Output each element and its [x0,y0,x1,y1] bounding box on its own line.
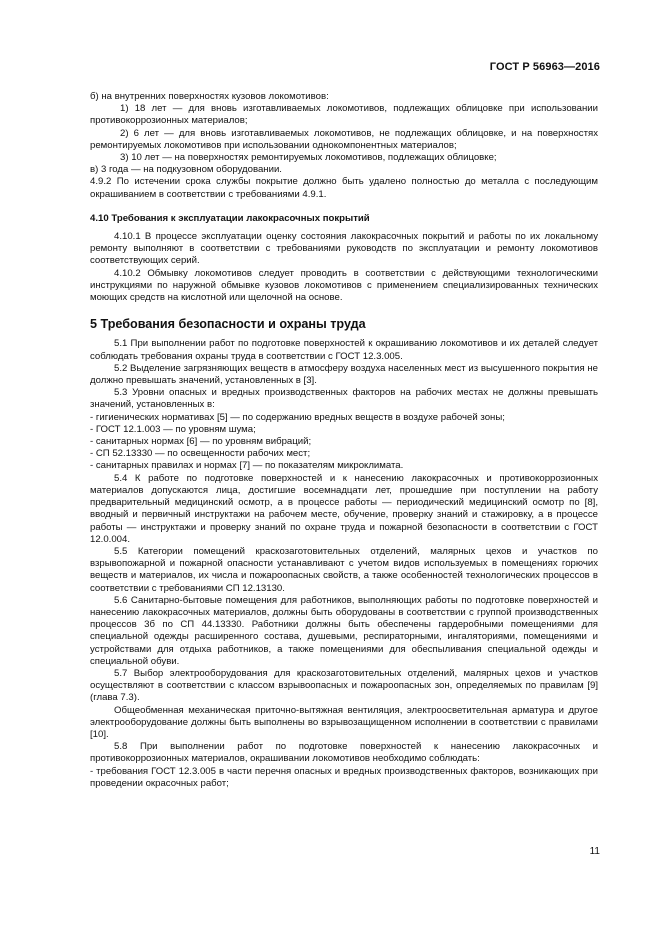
paragraph-4-10-2: 4.10.2 Обмывку локомотивов следует проводить в соответствии с действующими технологическими инструкциями по наружной обмывке кузовов локомотивов с применением специализированных технических моющих средств на кислотной или щелочной на основе. [90,267,598,304]
document-id-header: ГОСТ Р 56963—2016 [489,61,600,73]
page-number: 11 [589,846,600,857]
paragraph-b-1: 1) 18 лет — для вновь изготавливаемых локомотивов, подлежащих облицовке при использовании противокоррозионных материалов; [90,103,598,127]
list-item: - санитарных правилах и нормах [7] — по показателям микроклимата. [90,460,404,472]
section-4-10-title: 4.10 Требования к эксплуатации лакокрасочных покрытий [90,212,370,224]
paragraph-5-6: 5.6 Санитарно-бытовые помещения для работников, выполняющих работы по подготовке поверхностей и нанесению лакокрасочных материалов, должны быть оборудованы в соответствии с группой производственных процессов 3б по СП 44.13330. Работники должны быть обеспечены гардеробными помещениями для специальной одежды расширенного состава, душевыми, респираторными, ингаляториями, помещениями и устройствами для отдыха работников, а также помещениями для обеспыливания специальной одежды и специальной обуви. [90,594,598,667]
paragraph-5-4: 5.4 К работе по подготовке поверхностей и к нанесению лакокрасочных и противокоррозионных материалов допускаются лица, достигшие восемнадцати лет, прошедшие при поступлении на работу предварительный медицинский осмотр, а в процессе работы — периодический медицинский осмотр по [8], вводный и первичный инструктажи на рабочем месте, обучение, проверку знаний и стажировку, а в процессе работы — инструктажи и проверку знаний по охране труда и пожарной безопасности в соответствии с ГОСТ 12.0.004. [90,472,598,545]
paragraph-v: в) 3 года — на подкузовном оборудовании. [90,164,282,176]
list-item: - санитарных нормах [6] — по уровням вибраций; [90,436,312,448]
paragraph-4-9-2: 4.9.2 По истечении срока службы покрытие должно быть удалено полностью до металла с последующим окрашиванием в соответствии с требованиями 4.9.1. [90,176,598,200]
paragraph-4-10-1: 4.10.1 В процессе эксплуатации оценку состояния лакокрасочных покрытий и работы по их локальному ремонту выполняют в соответствии с требованиями руководств по эксплуатации и ремонту локомотивов соответствующих серий. [90,231,598,267]
paragraph-b-3: 3) 10 лет — на поверхностях ремонтируемых локомотивов, подлежащих облицовке; [120,152,497,164]
list-item: - СП 52.13330 — по освещенности рабочих мест; [90,448,311,460]
paragraph-5-1: 5.1 При выполнении работ по подготовке поверхностей к окрашиванию локомотивов и их деталей следует соблюдать требования охраны труда в соответствии с ГОСТ 12.3.005. [90,338,598,362]
paragraph-5-5: 5.5 Категории помещений краскозаготовительных отделений, малярных цехов и участков по взрывопожарной и пожарной опасности устанавливают с учетом видов используемых в помещениях горючих веществ и материалов, их числа и пожароопасных свойств, а также особенностей технологических процессов в соответствии с требованиями СП 12.13130. [90,545,598,594]
section-5-title: 5 Требования безопасности и охраны труда [90,317,366,332]
paragraph-5-2: 5.2 Выделение загрязняющих веществ в атмосферу воздуха населенных мест из высушенного покрытия не должно превышать значений, установленных в [3]. [90,362,598,387]
paragraph-5-7-ventilation: Общеобменная механическая приточно-вытяжная вентиляция, электроосветительная арматура и другое электрооборудование должны быть выполнены во взрывозащищенном исполнении в соответствии с правилами [10]. [90,704,598,740]
paragraph-5-8: 5.8 При выполнении работ по подготовке поверхностей к нанесению лакокрасочных и противокоррозионных материалов, окрашивании локомотивов необходимо соблюдать: [90,741,598,765]
paragraph-5-3: 5.3 Уровни опасных и вредных производственных факторов на рабочих местах не должны превышать значений, установленных в: [90,387,598,411]
paragraph-b: б) на внутренних поверхностях кузовов локомотивов: [90,91,329,102]
list-item: - требования ГОСТ 12.3.005 в части перечня опасных и вредных производственных факторов, возникающих при проведении окрасочных работ; [90,765,598,789]
list-item: - гигиенических нормативах [5] — по содержанию вредных веществ в воздухе рабочей зоны; [90,411,505,423]
page-content [90,91,598,790]
paragraph-5-7: 5.7 Выбор электрооборудования для краскозаготовительных отделений, малярных цехов и участков осуществляют в соответствии с классом взрывоопасных и пожароопасных зон, определяемых по правилам [9] (глава 7.3). [90,667,598,704]
list-item: - ГОСТ 12.1.003 — по уровням шума; [90,423,256,435]
paragraph-b-2: 2) 6 лет — для вновь изготавливаемых локомотивов, не подлежащих облицовке, и на поверхностях ремонтируемых локомотивов при использовании однокомпонентных материалов; [90,127,598,151]
